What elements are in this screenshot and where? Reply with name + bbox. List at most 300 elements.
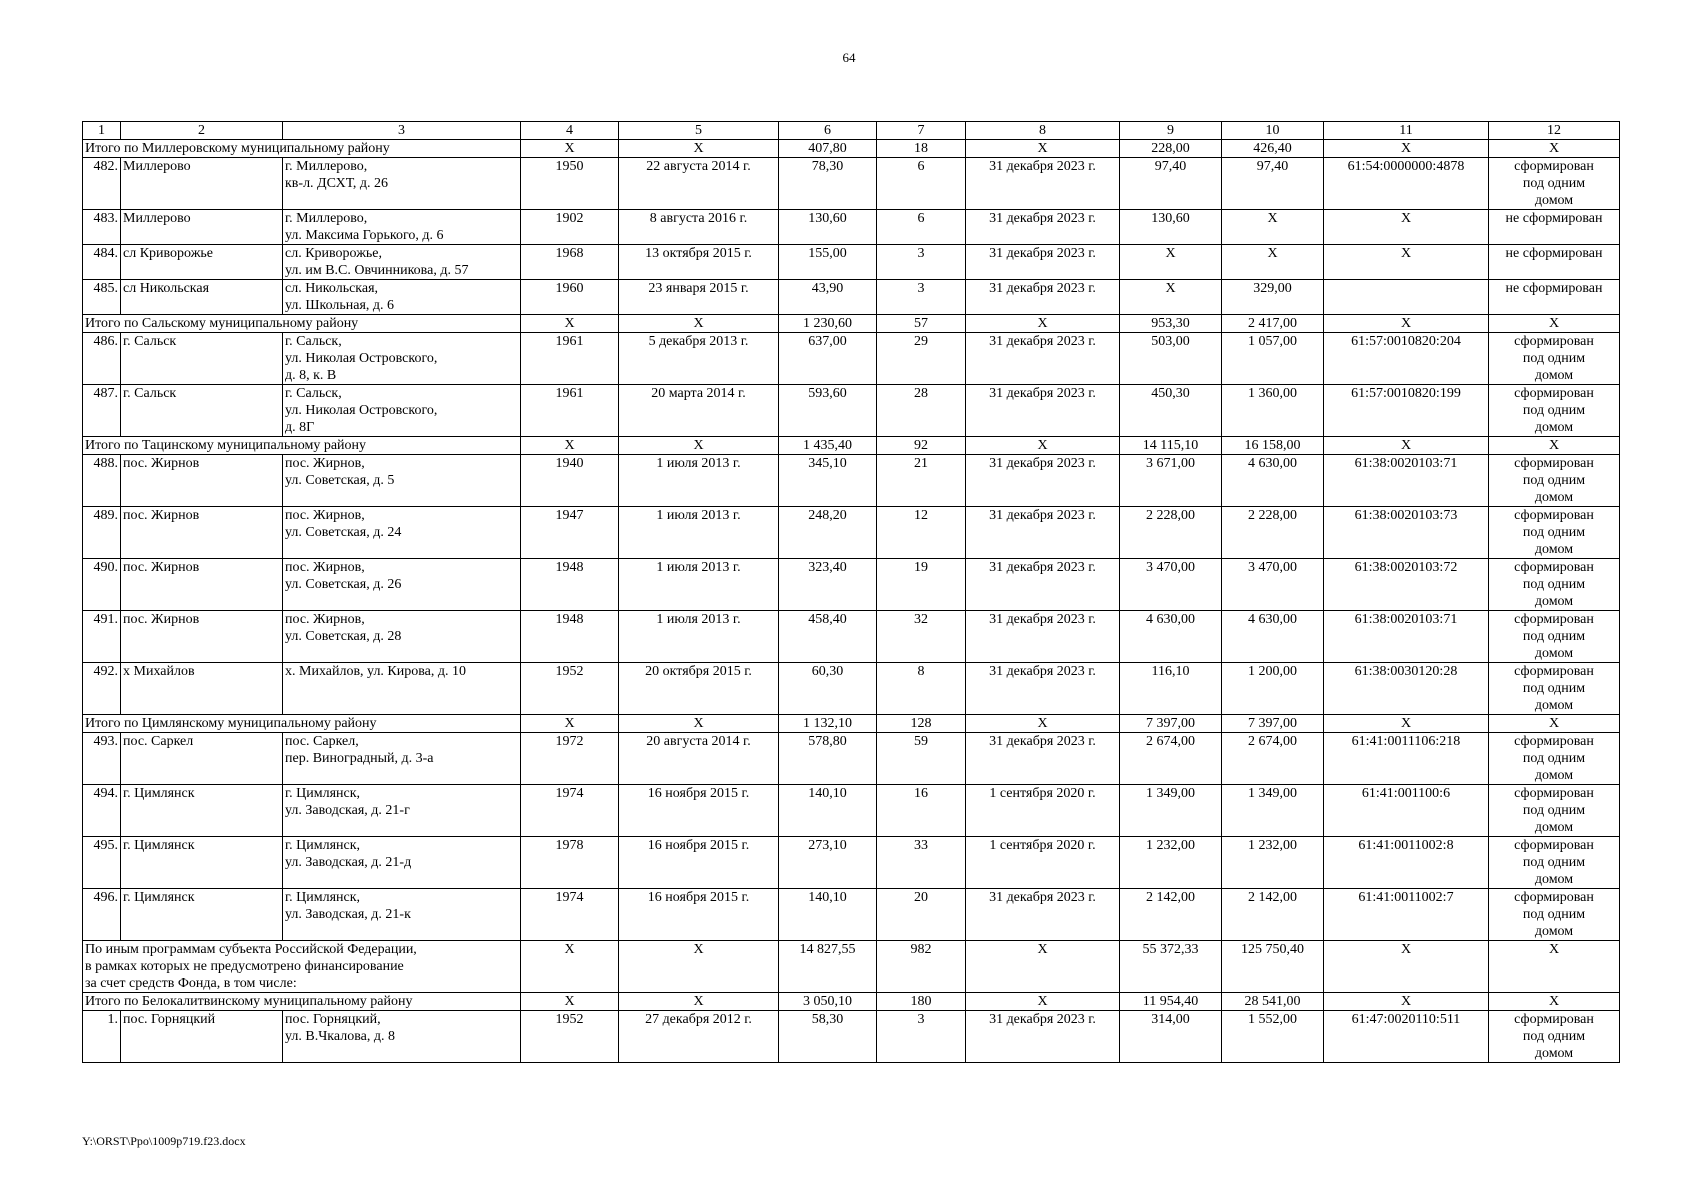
land-status [1489, 889, 1620, 941]
row-number: 492. [83, 663, 121, 715]
cadastral-number: 61:54:0000000:4878 [1324, 158, 1489, 210]
header-cell: 1 [83, 122, 121, 140]
cadastral-number: 61:47:0020110:511 [1324, 1011, 1489, 1063]
settlement-name: пос. Горняцкий [121, 1011, 283, 1063]
settlement-name: Миллерово [121, 158, 283, 210]
residents-count: 32 [877, 611, 966, 663]
land-status-line: сформирован [1514, 1012, 1594, 1027]
area-value: 578,80 [779, 733, 877, 785]
total-cadastral-cell: X [1324, 315, 1489, 333]
total-status-cell: X [1489, 715, 1620, 733]
total-deadline-cell: X [966, 140, 1120, 158]
address-line: ул. Максима Горького, д. 6 [285, 228, 444, 243]
col10-value: 97,40 [1222, 158, 1324, 210]
land-status-line: не сформирован [1505, 281, 1603, 296]
build-year: 1952 [521, 1011, 619, 1063]
land-status-line: домом [1534, 420, 1574, 435]
residents-count: 28 [877, 385, 966, 437]
residents-count: 8 [877, 663, 966, 715]
total-col9: 11 954,40 [1120, 993, 1222, 1011]
total-col10: 426,40 [1222, 140, 1324, 158]
land-status [1489, 333, 1620, 385]
total-people: 92 [877, 437, 966, 455]
cadastral-number: X [1324, 245, 1489, 280]
land-status [1489, 210, 1620, 245]
land-status-line: сформирован [1514, 734, 1594, 749]
land-status-line: домом [1534, 594, 1574, 609]
build-year: 1978 [521, 837, 619, 889]
land-status-line: домом [1534, 542, 1574, 557]
land-status-line: под одним [1522, 351, 1586, 366]
address-line: ул. Советская, д. 26 [285, 577, 402, 592]
col10-value: 3 470,00 [1222, 559, 1324, 611]
land-status-line: сформирован [1514, 560, 1594, 575]
total-year-cell: X [521, 315, 619, 333]
col9-value: X [1120, 280, 1222, 315]
row-number: 494. [83, 785, 121, 837]
deadline-date: 31 декабря 2023 г. [966, 507, 1120, 559]
address-line: ул. Советская, д. 24 [285, 525, 402, 540]
build-year: 1947 [521, 507, 619, 559]
address [283, 280, 521, 315]
area-value: 155,00 [779, 245, 877, 280]
recognition-date: 16 ноября 2015 г. [619, 889, 779, 941]
land-status-line: домом [1534, 368, 1574, 383]
total-year-cell: X [521, 941, 619, 993]
land-status [1489, 559, 1620, 611]
deadline-date: 31 декабря 2023 г. [966, 158, 1120, 210]
col9-value: 503,00 [1120, 333, 1222, 385]
table-row [83, 385, 1620, 437]
header-cell: 2 [121, 122, 283, 140]
col10-value: 1 200,00 [1222, 663, 1324, 715]
table-row [83, 507, 1620, 559]
address-line: г. Сальск, [285, 334, 342, 349]
row-number: 486. [83, 333, 121, 385]
row-number: 484. [83, 245, 121, 280]
residents-count: 3 [877, 1011, 966, 1063]
col10-value: 2 674,00 [1222, 733, 1324, 785]
settlement-name: пос. Жирнов [121, 611, 283, 663]
area-value: 43,90 [779, 280, 877, 315]
cadastral-number: 61:57:0010820:199 [1324, 385, 1489, 437]
total-label: Итого по Тацинскому муниципальному району [83, 437, 521, 455]
total-label: Итого по Сальскому муниципальному району [83, 315, 521, 333]
total-col10: 7 397,00 [1222, 715, 1324, 733]
area-value: 130,60 [779, 210, 877, 245]
settlement-name: пос. Саркел [121, 733, 283, 785]
build-year: 1952 [521, 663, 619, 715]
row-number: 490. [83, 559, 121, 611]
total-deadline-cell: X [966, 941, 1120, 993]
table-row [83, 837, 1620, 889]
area-value: 60,30 [779, 663, 877, 715]
address-line: х. Михайлов, ул. Кирова, д. 10 [285, 664, 467, 679]
total-col9: 55 372,33 [1120, 941, 1222, 993]
recognition-date: 20 августа 2014 г. [619, 733, 779, 785]
address-line: г. Цимлянск, [285, 786, 361, 801]
land-status-line: под одним [1522, 751, 1586, 766]
total-people: 180 [877, 993, 966, 1011]
cadastral-number: 61:41:001100:6 [1324, 785, 1489, 837]
build-year: 1961 [521, 333, 619, 385]
table-row [83, 559, 1620, 611]
land-status-line: сформирован [1514, 386, 1594, 401]
header-cell: 6 [779, 122, 877, 140]
col9-value: 1 349,00 [1120, 785, 1222, 837]
land-status-line: сформирован [1514, 612, 1594, 627]
land-status-line: под одним [1522, 629, 1586, 644]
deadline-date: 31 декабря 2023 г. [966, 333, 1120, 385]
recognition-date: 23 января 2015 г. [619, 280, 779, 315]
header-cell: 12 [1489, 122, 1620, 140]
cadastral-number: 61:38:0020103:72 [1324, 559, 1489, 611]
total-col10: 28 541,00 [1222, 993, 1324, 1011]
total-people: 57 [877, 315, 966, 333]
land-status [1489, 785, 1620, 837]
recognition-date: 20 марта 2014 г. [619, 385, 779, 437]
land-status [1489, 158, 1620, 210]
address-line: пос. Горняцкий, [285, 1012, 381, 1027]
total-date-cell: X [619, 941, 779, 993]
row-number: 493. [83, 733, 121, 785]
area-value: 58,30 [779, 1011, 877, 1063]
total-label-line: в рамках которых не предусмотрено финансирование [85, 959, 404, 974]
table-row [83, 210, 1620, 245]
address [283, 158, 521, 210]
row-number: 489. [83, 507, 121, 559]
cadastral-number: 61:41:0011002:8 [1324, 837, 1489, 889]
total-deadline-cell: X [966, 715, 1120, 733]
header-cell: 10 [1222, 122, 1324, 140]
total-status-cell: X [1489, 437, 1620, 455]
area-value: 140,10 [779, 785, 877, 837]
residents-count: 12 [877, 507, 966, 559]
total-date-cell: X [619, 140, 779, 158]
address-line: ул. им В.С. Овчинникова, д. 57 [285, 263, 469, 278]
total-date-cell: X [619, 315, 779, 333]
total-year-cell: X [521, 993, 619, 1011]
header-cell: 3 [283, 122, 521, 140]
address [283, 210, 521, 245]
row-number: 482. [83, 158, 121, 210]
address-line: ул. Николая Островского, [285, 403, 438, 418]
total-label-line: По иным программам субъекта Российской Федерации, [85, 942, 417, 957]
table-row [83, 611, 1620, 663]
address [283, 611, 521, 663]
build-year: 1972 [521, 733, 619, 785]
total-area: 1 230,60 [779, 315, 877, 333]
col9-value: 97,40 [1120, 158, 1222, 210]
address-line: ул. Заводская, д. 21-к [285, 907, 411, 922]
col9-value: 2 674,00 [1120, 733, 1222, 785]
total-label: Итого по Цимлянскому муниципальному району [83, 715, 521, 733]
deadline-date: 31 декабря 2023 г. [966, 889, 1120, 941]
land-status [1489, 385, 1620, 437]
col10-value: 1 057,00 [1222, 333, 1324, 385]
area-value: 78,30 [779, 158, 877, 210]
recognition-date: 5 декабря 2013 г. [619, 333, 779, 385]
residents-count: 3 [877, 245, 966, 280]
land-status-line: не сформирован [1505, 246, 1603, 261]
land-status-line: под одним [1522, 681, 1586, 696]
settlement-name: пос. Жирнов [121, 455, 283, 507]
total-cadastral-cell: X [1324, 715, 1489, 733]
district-total-row [83, 315, 1620, 333]
col9-value: 116,10 [1120, 663, 1222, 715]
column-number-header [83, 122, 1620, 140]
col10-value: 329,00 [1222, 280, 1324, 315]
total-date-cell: X [619, 437, 779, 455]
address [283, 559, 521, 611]
total-status-cell: X [1489, 315, 1620, 333]
col10-value: 1 552,00 [1222, 1011, 1324, 1063]
land-status [1489, 611, 1620, 663]
land-status-line: под одним [1522, 907, 1586, 922]
settlement-name: пос. Жирнов [121, 559, 283, 611]
residents-count: 6 [877, 158, 966, 210]
table-row [83, 785, 1620, 837]
total-area: 1 132,10 [779, 715, 877, 733]
col9-value: 2 142,00 [1120, 889, 1222, 941]
total-status-cell: X [1489, 993, 1620, 1011]
col9-value: 3 470,00 [1120, 559, 1222, 611]
recognition-date: 22 августа 2014 г. [619, 158, 779, 210]
area-value: 345,10 [779, 455, 877, 507]
deadline-date: 31 декабря 2023 г. [966, 1011, 1120, 1063]
settlement-name: пос. Жирнов [121, 507, 283, 559]
table-row [83, 158, 1620, 210]
address [283, 333, 521, 385]
total-cadastral-cell: X [1324, 437, 1489, 455]
recognition-date: 1 июля 2013 г. [619, 611, 779, 663]
settlement-name: сл Криворожье [121, 245, 283, 280]
district-total-row [83, 437, 1620, 455]
area-value: 140,10 [779, 889, 877, 941]
total-col9: 228,00 [1120, 140, 1222, 158]
deadline-date: 31 декабря 2023 г. [966, 245, 1120, 280]
total-date-cell: X [619, 715, 779, 733]
address-line: пос. Жирнов, [285, 612, 365, 627]
residents-count: 29 [877, 333, 966, 385]
residents-count: 16 [877, 785, 966, 837]
total-label-line: за счет средств Фонда, в том числе: [85, 976, 297, 991]
land-status-line: не сформирован [1505, 211, 1603, 226]
cadastral-number: 61:38:0020103:71 [1324, 611, 1489, 663]
area-value: 273,10 [779, 837, 877, 889]
land-status-line: домом [1534, 698, 1574, 713]
table-row [83, 733, 1620, 785]
build-year: 1948 [521, 611, 619, 663]
land-status-line: сформирован [1514, 508, 1594, 523]
land-status-line: под одним [1522, 855, 1586, 870]
land-status-line: сформирован [1514, 456, 1594, 471]
total-label: Итого по Белокалитвинскому муниципальному району [83, 993, 521, 1011]
settlement-name: г. Сальск [121, 333, 283, 385]
address [283, 733, 521, 785]
land-status-line: под одним [1522, 525, 1586, 540]
cadastral-number: 61:57:0010820:204 [1324, 333, 1489, 385]
col9-value: 4 630,00 [1120, 611, 1222, 663]
deadline-date: 31 декабря 2023 г. [966, 559, 1120, 611]
deadline-date: 31 декабря 2023 г. [966, 455, 1120, 507]
build-year: 1974 [521, 889, 619, 941]
col9-value: X [1120, 245, 1222, 280]
recognition-date: 16 ноября 2015 г. [619, 785, 779, 837]
total-col10: 2 417,00 [1222, 315, 1324, 333]
table-row [83, 455, 1620, 507]
land-status-line: домом [1534, 820, 1574, 835]
total-col9: 7 397,00 [1120, 715, 1222, 733]
address-line: ул. Советская, д. 5 [285, 473, 395, 488]
recognition-date: 13 октября 2015 г. [619, 245, 779, 280]
land-status-line: под одним [1522, 473, 1586, 488]
land-status [1489, 1011, 1620, 1063]
residents-count: 21 [877, 455, 966, 507]
row-number: 488. [83, 455, 121, 507]
address-line: г. Цимлянск, [285, 838, 361, 853]
cadastral-number: 61:41:0011106:218 [1324, 733, 1489, 785]
table-row [83, 889, 1620, 941]
address-line: кв-л. ДСХТ, д. 26 [285, 176, 388, 191]
total-deadline-cell: X [966, 437, 1120, 455]
cadastral-number [1324, 280, 1489, 315]
total-date-cell: X [619, 993, 779, 1011]
recognition-date: 16 ноября 2015 г. [619, 837, 779, 889]
housing-table [82, 121, 1620, 1063]
address-line: ул. Николая Островского, [285, 351, 438, 366]
col9-value: 314,00 [1120, 1011, 1222, 1063]
total-year-cell: X [521, 140, 619, 158]
cadastral-number: 61:38:0020103:73 [1324, 507, 1489, 559]
land-status-line: домом [1534, 924, 1574, 939]
address [283, 785, 521, 837]
address-line: ул. В.Чкалова, д. 8 [285, 1029, 395, 1044]
total-col10: 16 158,00 [1222, 437, 1324, 455]
cadastral-number: 61:38:0020103:71 [1324, 455, 1489, 507]
row-number: 485. [83, 280, 121, 315]
address [283, 455, 521, 507]
address-line: ул. Заводская, д. 21-д [285, 855, 412, 870]
total-people: 982 [877, 941, 966, 993]
col10-value: 4 630,00 [1222, 455, 1324, 507]
land-status-line: под одним [1522, 803, 1586, 818]
col10-value: X [1222, 245, 1324, 280]
deadline-date: 31 декабря 2023 г. [966, 611, 1120, 663]
district-total-row [83, 993, 1620, 1011]
land-status-line: под одним [1522, 403, 1586, 418]
land-status-line: под одним [1522, 577, 1586, 592]
deadline-date: 31 декабря 2023 г. [966, 733, 1120, 785]
district-total-row [83, 140, 1620, 158]
total-year-cell: X [521, 437, 619, 455]
col10-value: X [1222, 210, 1324, 245]
total-cadastral-cell: X [1324, 140, 1489, 158]
settlement-name: г. Цимлянск [121, 889, 283, 941]
total-status-cell: X [1489, 941, 1620, 993]
address-line: пос. Жирнов, [285, 508, 365, 523]
land-status-line: сформирован [1514, 838, 1594, 853]
total-cadastral-cell: X [1324, 941, 1489, 993]
cadastral-number: 61:41:0011002:7 [1324, 889, 1489, 941]
total-label: Итого по Миллеровскому муниципальному району [83, 140, 521, 158]
build-year: 1940 [521, 455, 619, 507]
table-body [83, 122, 1620, 1063]
deadline-date: 31 декабря 2023 г. [966, 385, 1120, 437]
residents-count: 3 [877, 280, 966, 315]
address-line: ул. Заводская, д. 21-г [285, 803, 410, 818]
address [283, 837, 521, 889]
total-status-cell: X [1489, 140, 1620, 158]
total-cadastral-cell: X [1324, 993, 1489, 1011]
total-col9: 953,30 [1120, 315, 1222, 333]
header-cell: 4 [521, 122, 619, 140]
settlement-name: Миллерово [121, 210, 283, 245]
address [283, 245, 521, 280]
land-status-line: сформирован [1514, 786, 1594, 801]
address-line: д. 8Г [285, 420, 315, 435]
area-value: 248,20 [779, 507, 877, 559]
total-col9: 14 115,10 [1120, 437, 1222, 455]
land-status [1489, 837, 1620, 889]
total-area: 1 435,40 [779, 437, 877, 455]
build-year: 1902 [521, 210, 619, 245]
row-number: 1. [83, 1011, 121, 1063]
land-status-line: домом [1534, 193, 1574, 208]
address-line: г. Цимлянск, [285, 890, 361, 905]
total-people: 18 [877, 140, 966, 158]
land-status-line: сформирован [1514, 159, 1594, 174]
land-status [1489, 280, 1620, 315]
col10-value: 2 142,00 [1222, 889, 1324, 941]
table-row [83, 245, 1620, 280]
land-status-line: домом [1534, 490, 1574, 505]
land-status [1489, 507, 1620, 559]
address-line: г. Сальск, [285, 386, 342, 401]
recognition-date: 27 декабря 2012 г. [619, 1011, 779, 1063]
land-status-line: домом [1534, 1046, 1574, 1061]
col10-value: 4 630,00 [1222, 611, 1324, 663]
recognition-date: 1 июля 2013 г. [619, 455, 779, 507]
settlement-name: г. Цимлянск [121, 837, 283, 889]
land-status [1489, 245, 1620, 280]
deadline-date: 31 декабря 2023 г. [966, 280, 1120, 315]
address-line: пос. Жирнов, [285, 456, 365, 471]
col9-value: 450,30 [1120, 385, 1222, 437]
residents-count: 33 [877, 837, 966, 889]
address-line: д. 8, к. В [285, 368, 337, 383]
residents-count: 6 [877, 210, 966, 245]
residents-count: 19 [877, 559, 966, 611]
row-number: 495. [83, 837, 121, 889]
total-deadline-cell: X [966, 993, 1120, 1011]
build-year: 1974 [521, 785, 619, 837]
residents-count: 59 [877, 733, 966, 785]
settlement-name: сл Никольская [121, 280, 283, 315]
area-value: 323,40 [779, 559, 877, 611]
land-status-line: домом [1534, 646, 1574, 661]
address-line: сл. Никольская, [285, 281, 379, 296]
total-deadline-cell: X [966, 315, 1120, 333]
cadastral-number: 61:38:0030120:28 [1324, 663, 1489, 715]
land-status-line: под одним [1522, 176, 1586, 191]
total-col10: 125 750,40 [1222, 941, 1324, 993]
col10-value: 1 232,00 [1222, 837, 1324, 889]
recognition-date: 1 июля 2013 г. [619, 559, 779, 611]
land-status-line: под одним [1522, 1029, 1586, 1044]
build-year: 1950 [521, 158, 619, 210]
build-year: 1948 [521, 559, 619, 611]
